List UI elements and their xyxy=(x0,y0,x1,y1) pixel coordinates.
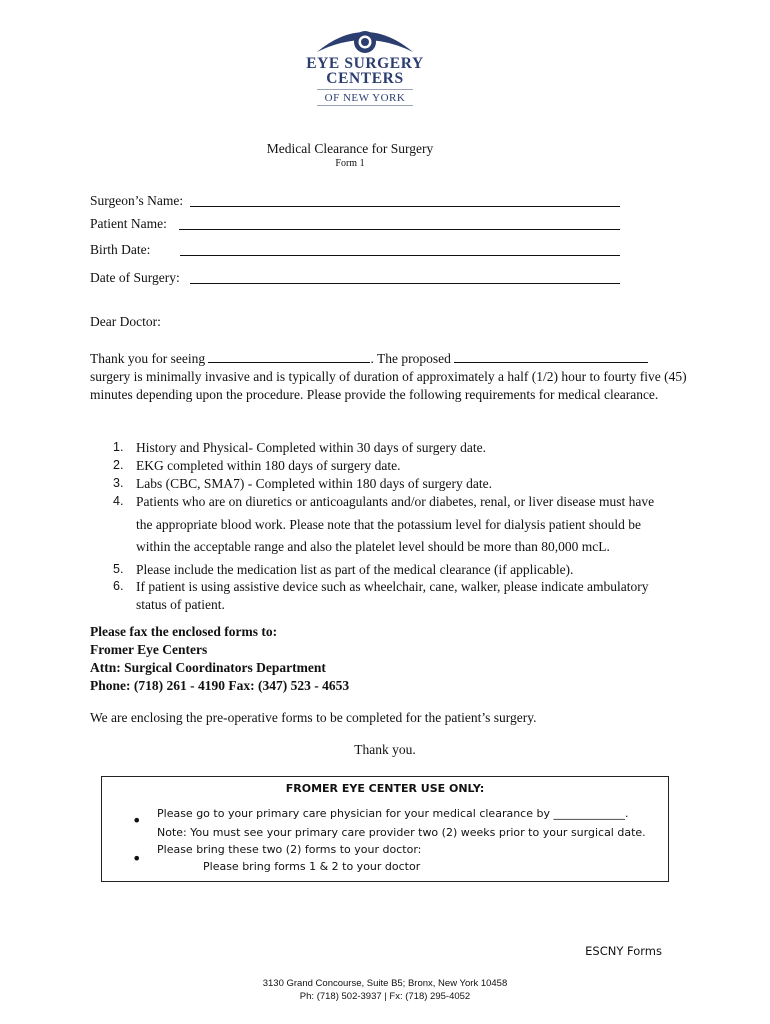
intro-text-b: . The proposed xyxy=(370,351,451,366)
bullet-icon: • xyxy=(132,811,142,830)
bring-forms-detail: Please bring forms 1 & 2 to your doctor xyxy=(203,860,421,873)
enclosing-note: We are enclosing the pre-operative forms to be completed for the patient’s surgery. xyxy=(90,710,537,725)
company-logo xyxy=(305,22,425,118)
surgery-date-label: Date of Surgery: xyxy=(90,270,180,285)
surgery-date-field[interactable] xyxy=(190,283,620,284)
bullet-icon: • xyxy=(132,849,142,868)
fax-phone-numbers: Phone: (718) 261 - 4190 Fax: (347) 523 - 4653 xyxy=(90,678,350,693)
closing: Thank you. xyxy=(354,742,416,757)
bring-forms-text: Please bring these two (2) forms to your doctor: xyxy=(157,843,422,856)
patient-name-label: Patient Name: xyxy=(90,216,167,231)
form-subtitle: Form 1 xyxy=(335,158,365,169)
salutation: Dear Doctor: xyxy=(90,314,161,329)
footer-address: 3130 Grand Concourse, Suite B5; Bronx, New York 10458 xyxy=(262,978,508,989)
surgeon-name-field[interactable] xyxy=(190,206,620,207)
two-week-note: Note: You must see your primary care provider two (2) weeks prior to your surgical date. xyxy=(157,826,646,839)
logo-text-line1: EYE SURGERY xyxy=(306,55,424,72)
surgeon-name-label: Surgeon’s Name: xyxy=(90,193,184,208)
fax-instructions-heading: Please fax the enclosed forms to: xyxy=(90,624,278,639)
fax-recipient-name: Fromer Eye Centers xyxy=(90,642,208,657)
footer-phone-fax: Ph: (718) 502-3937 | Fx: (718) 295-4052 xyxy=(299,991,471,1002)
intro-text-c: surgery is minimally invasive and is typically of duration of approximately a half (1/2) hour to fourty five (45) minutes depending upon the procedure. Please provide the following requirements for medical clearance. xyxy=(90,369,687,402)
form-title: Medical Clearance for Surgery xyxy=(266,141,434,156)
clearance-deadline-text: Please go to your primary care physician for your medical clearance by _____________. xyxy=(157,807,629,820)
logo-text-line2: CENTERS xyxy=(326,70,404,87)
footer-brand: ESCNY Forms xyxy=(585,944,662,958)
logo-text-line3: OF NEW YORK xyxy=(317,89,413,106)
patient-seen-blank[interactable] xyxy=(208,350,370,363)
fax-recipient-department: Attn: Surgical Coordinators Department xyxy=(90,660,326,675)
patient-name-field[interactable] xyxy=(179,229,620,230)
office-use-box xyxy=(101,776,669,882)
intro-text-a: Thank you for seeing xyxy=(90,351,206,366)
office-use-heading: FROMER EYE CENTER USE ONLY: xyxy=(285,782,485,795)
birth-date-label: Birth Date: xyxy=(90,242,151,257)
birth-date-field[interactable] xyxy=(180,255,620,256)
proposed-surgery-blank[interactable] xyxy=(454,350,648,363)
eye-logo-icon xyxy=(313,22,417,56)
intro-paragraph xyxy=(90,350,690,404)
